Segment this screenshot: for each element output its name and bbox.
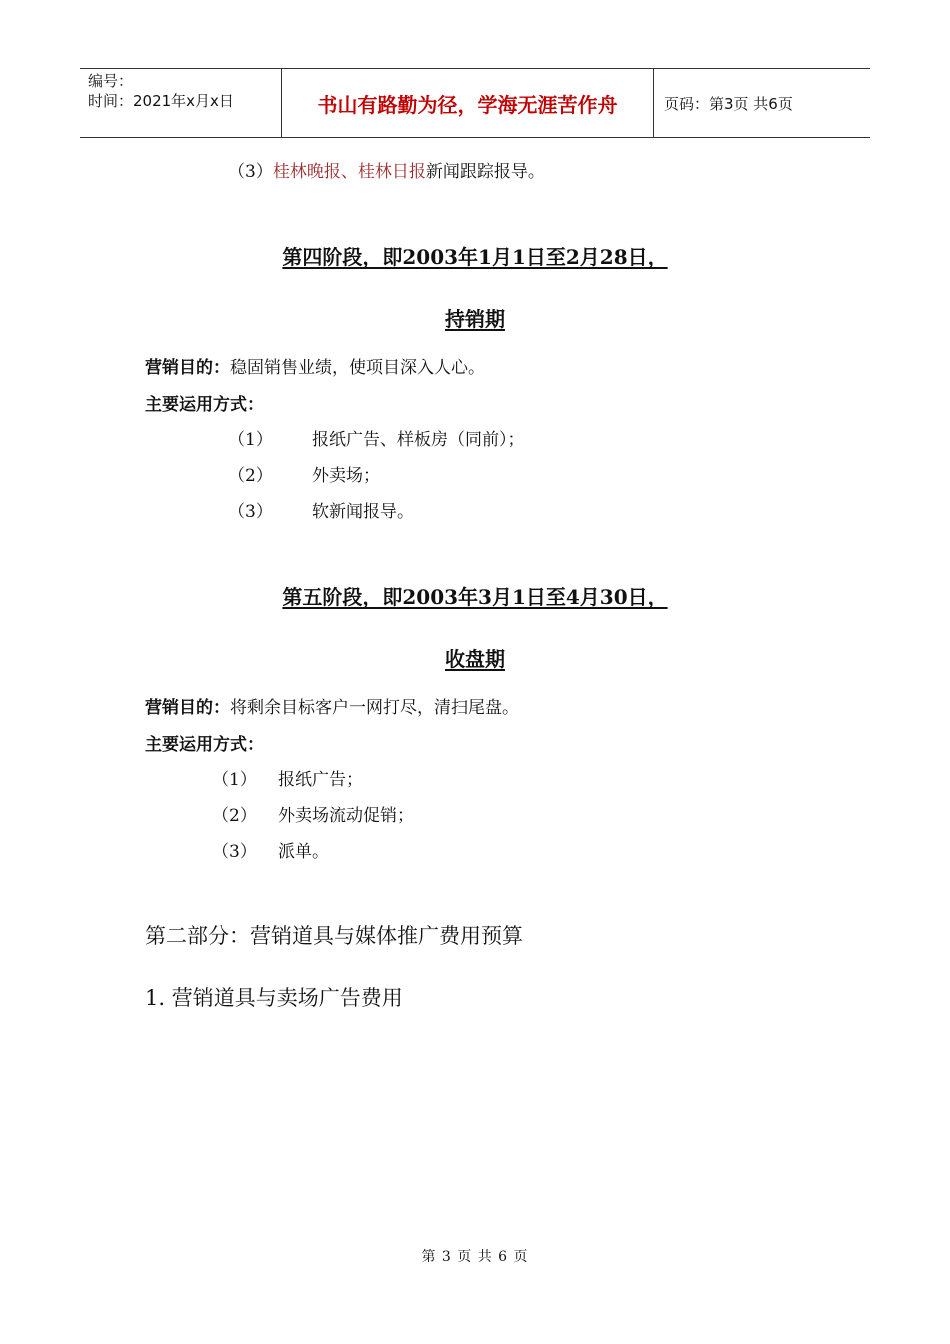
news-follow-line [228,161,545,183]
newspaper-name: 桂林晚报 [272,162,341,182]
list-item: （1） 报纸广告、样板房（同前）； [228,430,525,450]
header-meta [80,69,282,137]
list-item: （2） 外卖场流动促销； [212,806,414,826]
page-header [80,68,870,138]
goal-label: 营销目的： [145,358,230,378]
list-item: （1） 报纸广告； [212,770,363,790]
stage5-subtitle: 收盘期 [445,647,505,671]
page-footer: 第 3 页 共 6 页 [421,1249,529,1265]
item-text: 新闻跟踪报导。 [425,162,545,182]
list-item: （3） 软新闻报导。 [228,502,414,522]
goal-text: 将剩余目标客户一网打尽，清扫尾盘。 [230,698,519,718]
goal-text: 稳固销售业绩，使项目深入人心。 [230,358,485,378]
part2-heading: 第二部分：营销道具与媒体推广费用预算 [145,924,523,948]
goal-label: 营销目的： [145,698,230,718]
stage4-subtitle: 持销期 [445,307,505,331]
stage5-goal [145,697,519,719]
list-item: （3） 派单。 [212,842,329,862]
stage4-methods-label: 主要运用方式： [145,395,264,415]
stage4-title: 第四阶段，即2003年1月1日至2月28日， [282,245,668,269]
separator: 、 [340,162,358,182]
header-page-info: 页码：第3页 共6页 [664,94,793,113]
header-motto: 书山有路勤为径，学海无涯苦作舟 [282,69,654,137]
part2-item1: 1. 营销道具与卖场广告费用 [145,986,403,1010]
stage5-title: 第五阶段，即2003年3月1日至4月30日， [282,585,668,609]
number-label: 编号： [88,72,134,90]
stage4-goal [145,357,485,379]
item-number: （3） [228,162,273,182]
stage5-methods-label: 主要运用方式： [145,735,264,755]
time-label: 时间：2021年x月x日 [88,92,234,110]
newspaper-name: 桂林日报 [357,162,426,182]
list-item: （2） 外卖场； [228,466,380,486]
